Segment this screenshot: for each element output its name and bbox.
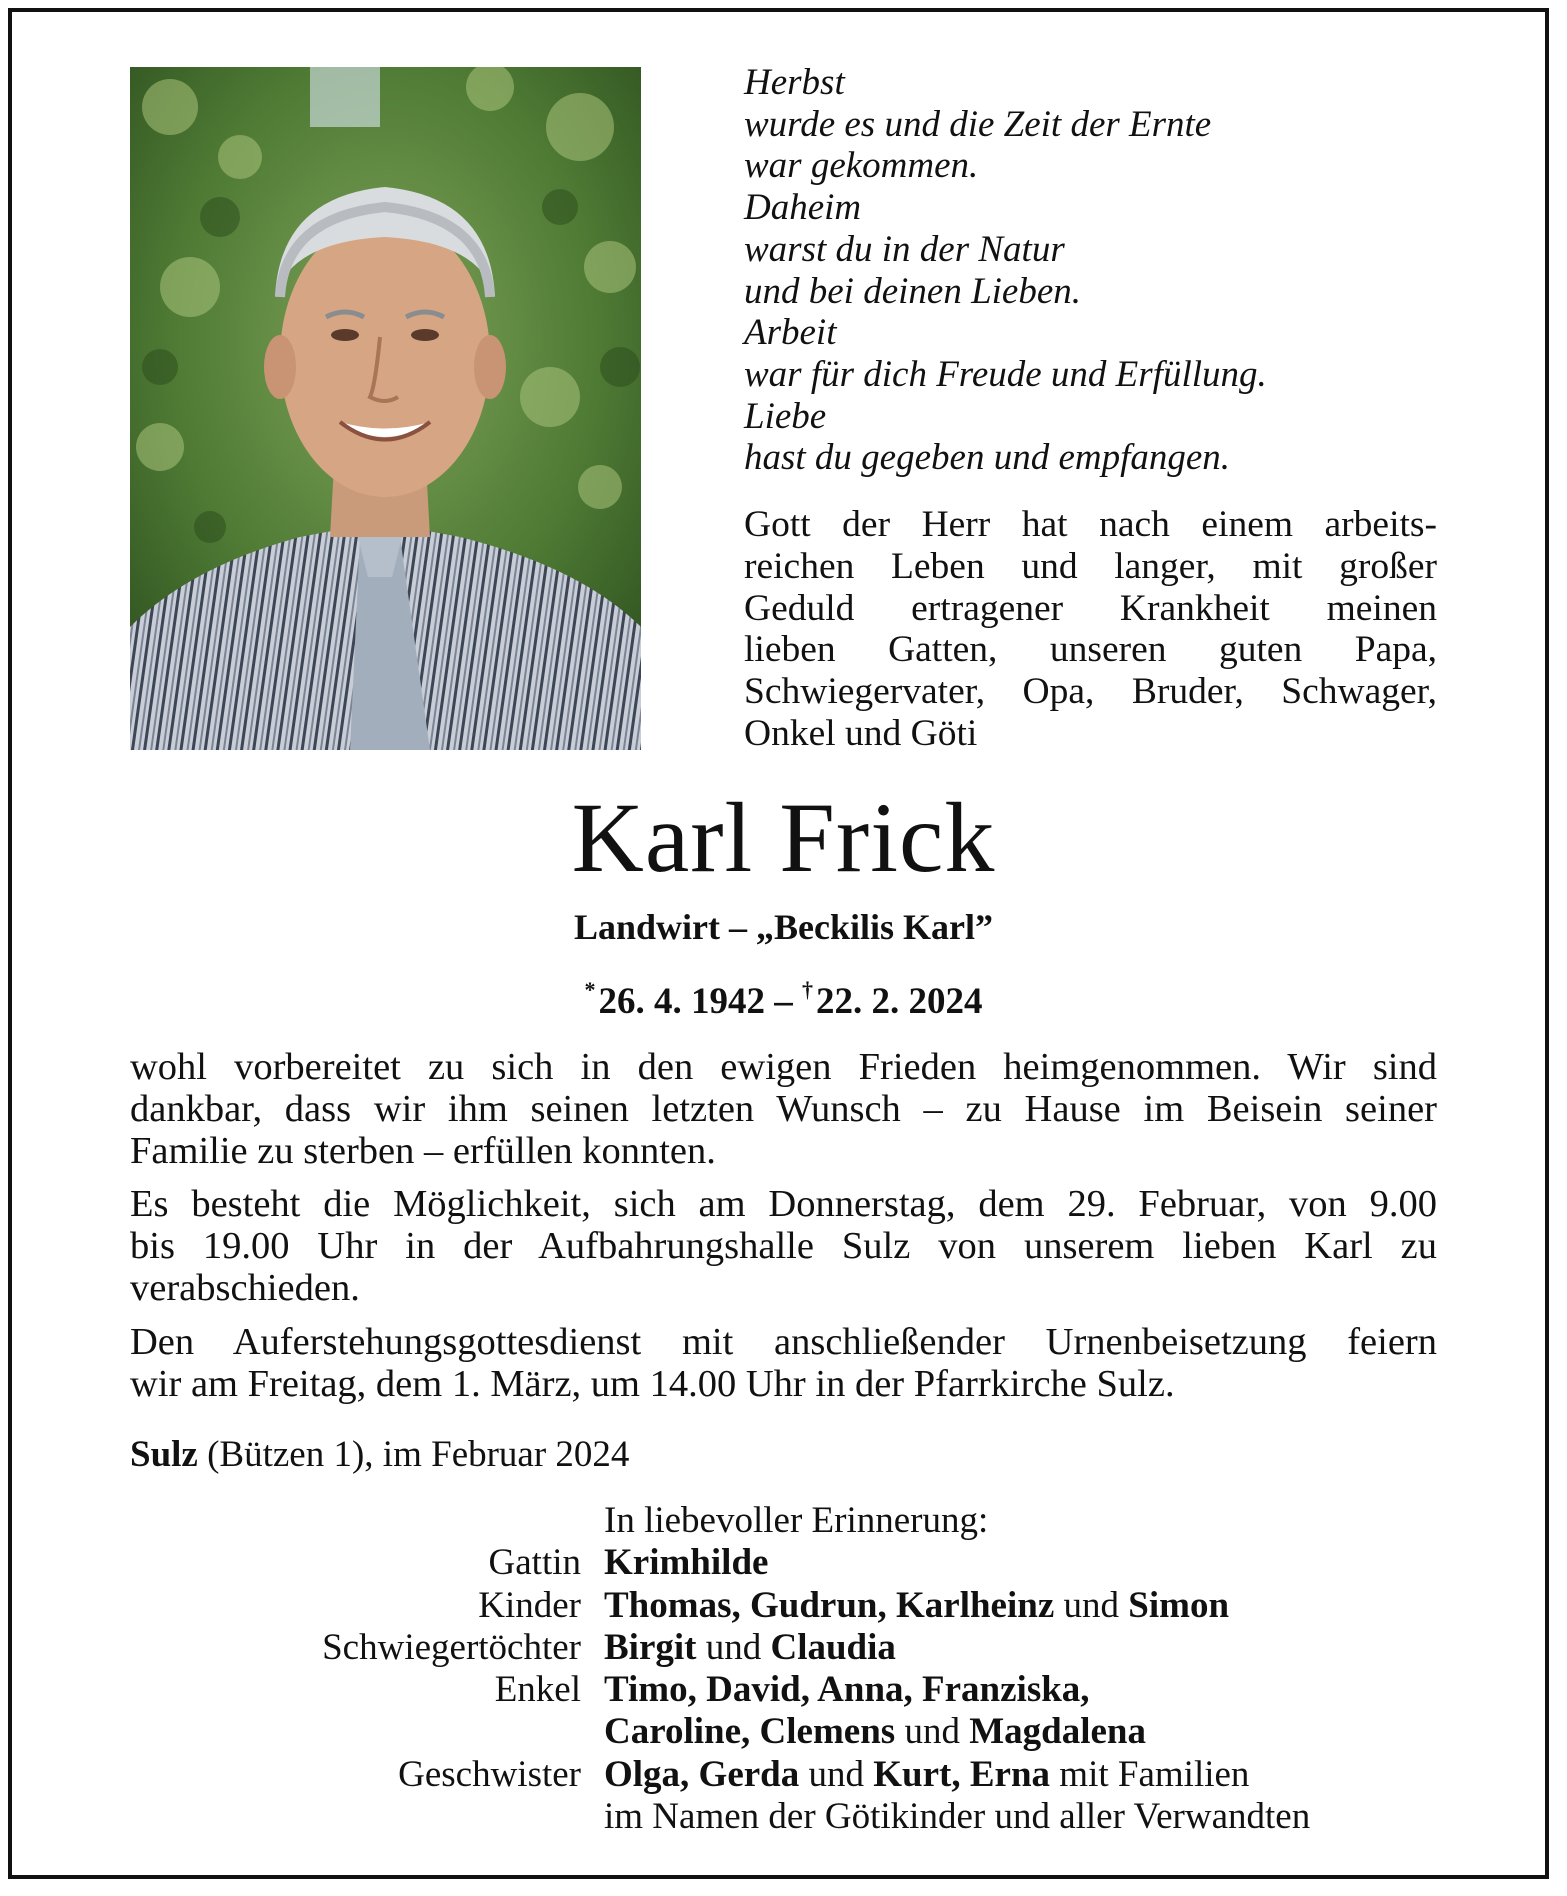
family-row xyxy=(0,1585,1567,1627)
deceased-name: Karl Frick xyxy=(571,782,996,893)
death-date: 22. 2. 2024 xyxy=(816,981,983,1022)
family-member-name: Claudia xyxy=(770,1626,896,1668)
body-line: Es besteht die Möglichkeit, sich am Donnerstag, dem 29. Februar, von 9.00 xyxy=(130,1183,1437,1226)
family-relation: Geschwister xyxy=(398,1753,581,1795)
poem-line: wurde es und die Zeit der Ernte xyxy=(744,103,1212,145)
family-member-name: Timo, David, Anna, Franziska, xyxy=(604,1669,1090,1711)
family-names xyxy=(604,1711,1146,1753)
family-names xyxy=(604,1796,1310,1838)
family-names xyxy=(604,1669,1090,1711)
family-row xyxy=(0,1754,1567,1796)
family-row xyxy=(0,1796,1567,1838)
portrait-photo xyxy=(130,67,641,750)
family-row xyxy=(0,1711,1567,1753)
family-row xyxy=(0,1669,1567,1711)
poem-line: Herbst xyxy=(744,62,845,103)
poem-line: war gekommen. xyxy=(744,145,979,187)
intro-line: Geduld ertragener Krankheit meinen xyxy=(744,587,1437,629)
family-member-name: Birgit xyxy=(604,1626,697,1668)
family-names xyxy=(604,1542,768,1584)
family-relation: Schwiegertöchter xyxy=(322,1626,581,1668)
family-connector: und xyxy=(1054,1584,1129,1626)
place-town: Sulz xyxy=(130,1434,198,1475)
poem-line: Liebe xyxy=(744,395,827,437)
announcement-body xyxy=(130,1047,1437,1417)
family-connector: und xyxy=(799,1753,874,1795)
family-relation: Kinder xyxy=(478,1584,581,1626)
poem-line: Arbeit xyxy=(744,312,837,354)
intro-line: reichen Leben und langer, mit großer xyxy=(744,545,1437,587)
family-names xyxy=(604,1585,1229,1627)
family-row xyxy=(0,1627,1567,1669)
body-line: verabschieden. xyxy=(130,1266,360,1309)
body-line: Familie zu sterben – erfüllen konnten. xyxy=(130,1129,716,1172)
death-symbol: † xyxy=(802,977,813,1002)
family-heading-row xyxy=(0,1500,1567,1542)
family-connector: im Namen der Götikinder und aller Verwandten xyxy=(604,1796,1311,1838)
paragraph-viewing xyxy=(130,1184,1437,1309)
body-line: dankbar, dass wir ihm seinen letzten Wunsch – zu Hause im Beisein seiner xyxy=(130,1087,1437,1130)
family-relation: Gattin xyxy=(488,1542,581,1584)
family-connector: und xyxy=(895,1711,970,1753)
family-member-name: Magdalena xyxy=(969,1711,1146,1753)
family-row xyxy=(0,1542,1567,1584)
intro-line: lieben Gatten, unseren guten Papa, xyxy=(744,629,1437,671)
intro-line: Gott der Herr hat nach einem arbeits- xyxy=(744,504,1437,545)
family-connector: mit Familien xyxy=(1050,1753,1250,1795)
poem-line: und bei deinen Lieben. xyxy=(744,270,1082,312)
family-member-name: Caroline, Clemens xyxy=(604,1711,896,1753)
family-connector: und xyxy=(696,1626,771,1668)
poem-line: warst du in der Natur xyxy=(744,228,1065,270)
date-separator: – xyxy=(774,981,793,1022)
poem xyxy=(744,62,1444,479)
place-and-date xyxy=(130,1433,629,1477)
deceased-occupation: Landwirt – „Beckilis Karl” xyxy=(573,907,993,947)
family-relation: Enkel xyxy=(494,1669,581,1711)
intro-line: Schwiegervater, Opa, Bruder, Schwager, xyxy=(744,671,1437,713)
family-list xyxy=(0,1500,1567,1838)
birth-date: 26. 4. 1942 xyxy=(598,981,765,1022)
body-line: bis 19.00 Uhr in der Aufbahrungshalle Sulz von unserem lieben Karl zu xyxy=(130,1225,1437,1268)
body-line: wir am Freitag, dem 1. März, um 14.00 Uhr in der Pfarrkirche Sulz. xyxy=(130,1362,1175,1405)
body-line: Den Auferstehungsgottesdienst mit anschließender Urnenbeisetzung feiern xyxy=(130,1320,1437,1363)
family-member-name: Simon xyxy=(1128,1584,1230,1626)
birth-symbol: * xyxy=(584,977,596,1002)
family-member-name: Olga, Gerda xyxy=(604,1753,800,1795)
family-member-name: Thomas, Gudrun, Karlheinz xyxy=(604,1584,1055,1626)
poem-line: hast du gegeben und empfangen. xyxy=(744,437,1231,479)
life-dates xyxy=(0,968,1567,1024)
paragraph-service xyxy=(130,1322,1437,1406)
body-line: wohl vorbereitet zu sich in den ewigen Frieden heimgenommen. Wir sind xyxy=(130,1046,1437,1088)
family-names xyxy=(604,1627,896,1669)
family-names xyxy=(604,1754,1249,1796)
poem-line: Daheim xyxy=(744,187,862,229)
paragraph-farewell xyxy=(130,1047,1437,1172)
intro-paragraph xyxy=(744,504,1437,755)
poem-line: war für dich Freude und Erfüllung. xyxy=(744,353,1267,395)
intro-line: Onkel und Göti xyxy=(744,712,978,754)
family-heading: In liebevoller Erinnerung: xyxy=(604,1500,989,1541)
family-member-name: Kurt, Erna xyxy=(873,1753,1051,1795)
place-detail: (Bützen 1), im Februar 2024 xyxy=(207,1434,630,1475)
family-member-name: Krimhilde xyxy=(604,1542,769,1584)
